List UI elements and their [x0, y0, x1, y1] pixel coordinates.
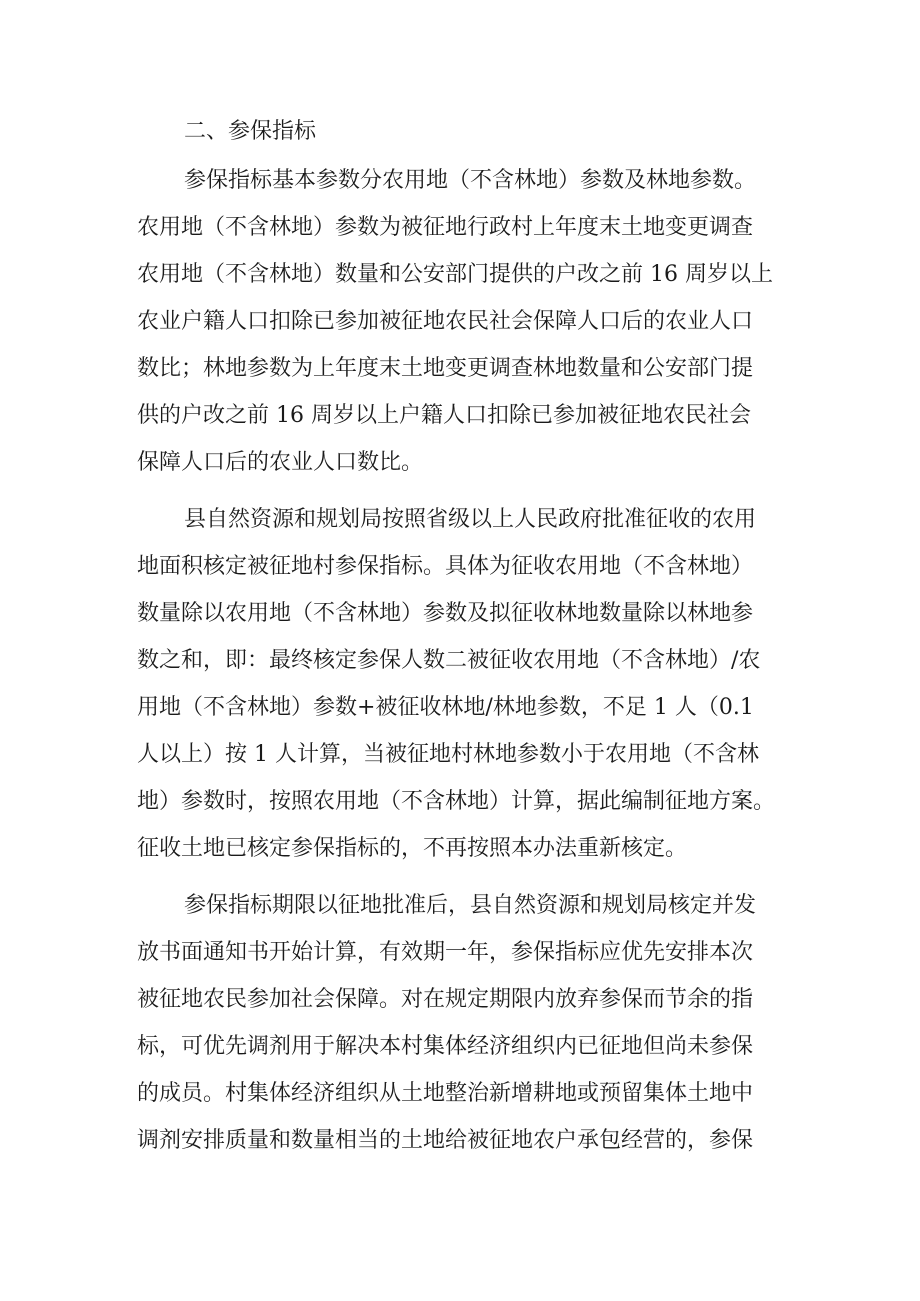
section-heading: 二、参保指标 — [184, 119, 317, 144]
paragraph-line: 被征地农民参加社会保障。对在规定期限内放弃参保而节余的指 — [137, 987, 754, 1012]
paragraph-line: 县自然资源和规划局按照省级以上人民政府批准征收的农用 — [184, 507, 757, 532]
paragraph-line: 地面积核定被征地村参保指标。具体为征收农用地（不含林地） — [137, 554, 754, 579]
paragraph-line: 地）参数时，按照农用地（不含林地）计算，据此编制征地方案。 — [137, 789, 776, 814]
paragraph-line: 调剂安排质量和数量相当的土地给被征地农户承包经营的，参保 — [137, 1128, 754, 1153]
paragraph-line: 征收土地已核定参保指标的，不再按照本办法重新核定。 — [137, 836, 688, 861]
paragraph-line: 数量除以农用地（不含林地）参数及拟征收林地数量除以林地参 — [137, 601, 754, 626]
paragraph-line: 农用地（不含林地）数量和公安部门提供的户改之前 16 周岁以上 — [137, 262, 773, 287]
paragraph-line: 放书面通知书开始计算，有效期一年，参保指标应优先安排本次 — [137, 940, 754, 965]
paragraph-line: 农业户籍人口扣除已参加被征地农民社会保障人口后的农业人口 — [137, 309, 754, 334]
paragraph-line: 数比；林地参数为上年度末土地变更调查林地数量和公安部门提 — [137, 356, 754, 381]
paragraph-line: 的成员。村集体经济组织从土地整治新增耕地或预留集体土地中 — [137, 1081, 754, 1106]
paragraph-line: 人以上）按 1 人计算，当被征地村林地参数小于农用地（不含林 — [137, 742, 759, 767]
paragraph-line: 参保指标基本参数分农用地（不含林地）参数及林地参数。 — [184, 168, 757, 193]
paragraph-line: 保障人口后的农业人口数比。 — [137, 450, 424, 475]
paragraph-line: 参保指标期限以征地批准后，县自然资源和规划局核定并发 — [184, 893, 757, 918]
paragraph-line: 供的户改之前 16 周岁以上户籍人口扣除已参加被征地农民社会 — [137, 403, 751, 428]
paragraph-line: 标，可优先调剂用于解决本村集体经济组织内已征地但尚未参保 — [137, 1034, 754, 1059]
paragraph-line: 数之和，即：最终核定参保人数二被征收农用地（不含林地）/农 — [137, 648, 761, 673]
paragraph-line: 用地（不含林地）参数+被征收林地/林地参数，不足 1 人（0.1 — [137, 695, 754, 720]
paragraph-line: 农用地（不含林地）参数为被征地行政村上年度末土地变更调查 — [137, 215, 754, 240]
